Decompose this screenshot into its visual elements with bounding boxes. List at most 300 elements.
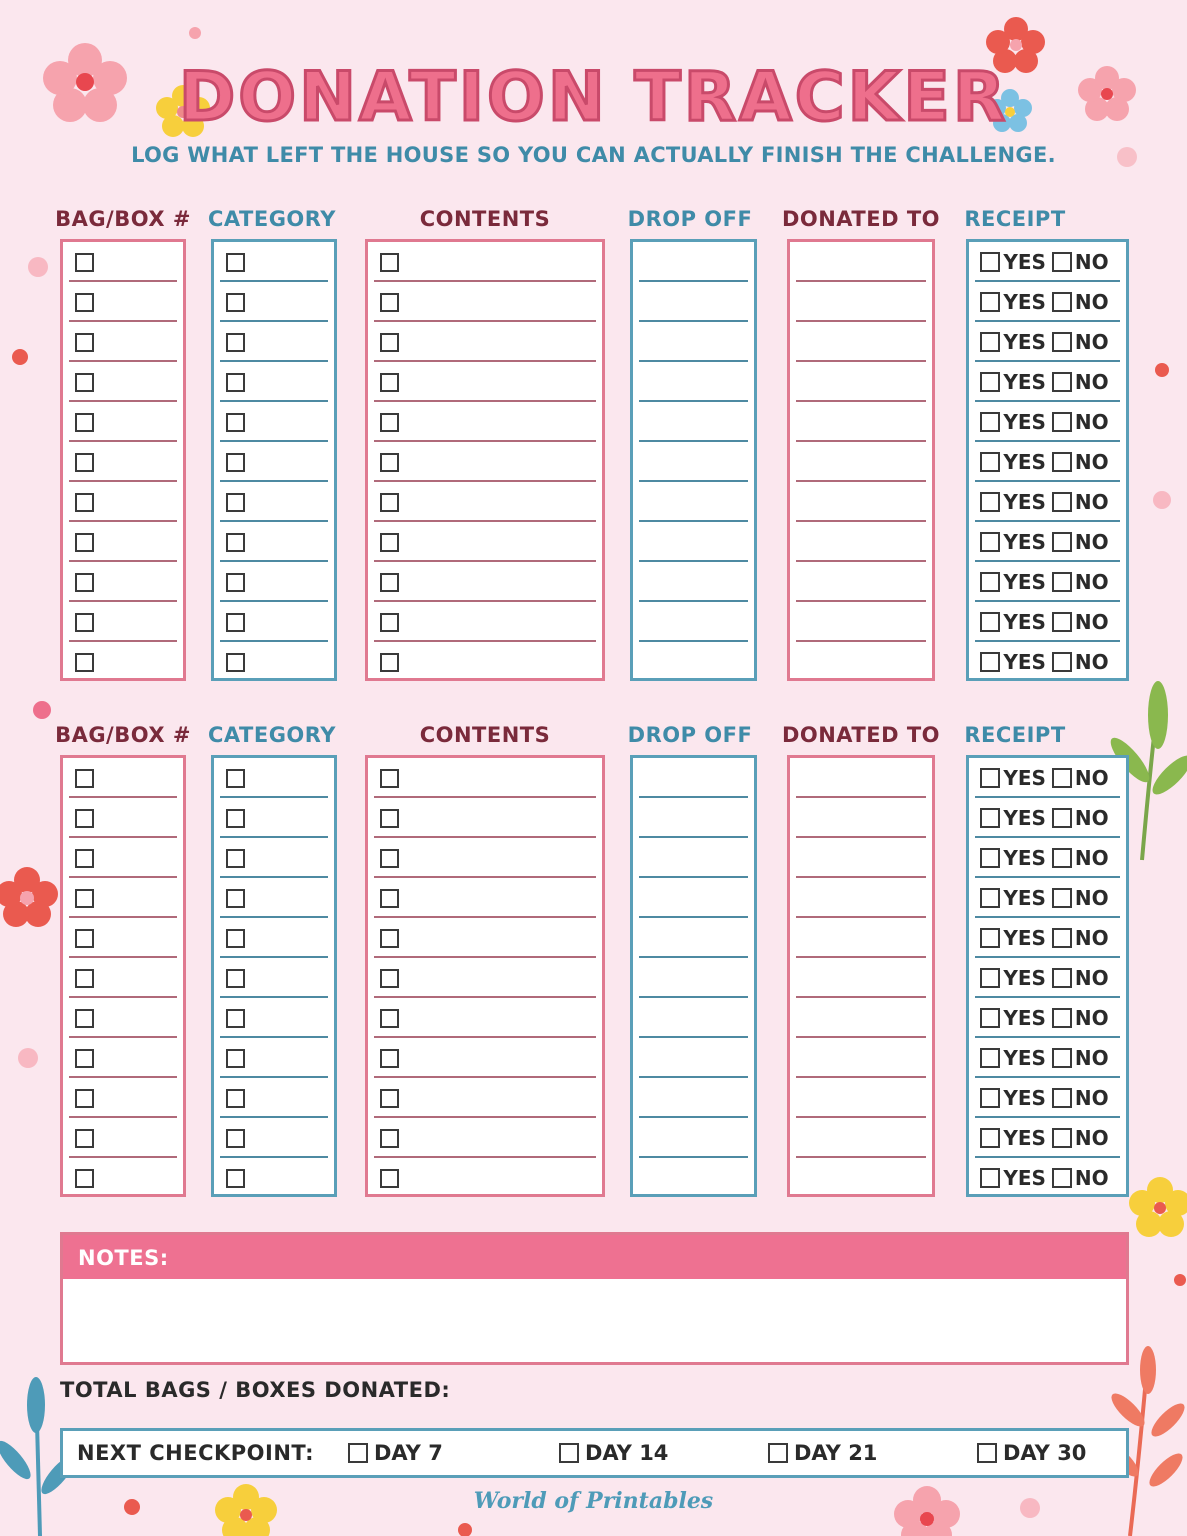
receipt-yes-label: YES bbox=[1003, 650, 1046, 674]
receipt-no-checkbox[interactable] bbox=[1052, 452, 1072, 472]
receipt-no-checkbox[interactable] bbox=[1052, 532, 1072, 552]
receipt-yes-label: YES bbox=[1003, 966, 1046, 990]
table-row[interactable] bbox=[790, 758, 932, 798]
table-row[interactable] bbox=[63, 918, 183, 958]
checkbox[interactable] bbox=[75, 653, 94, 672]
table-row[interactable] bbox=[368, 282, 602, 322]
table-row[interactable] bbox=[790, 402, 932, 442]
table-row[interactable] bbox=[214, 482, 334, 522]
table-row[interactable] bbox=[969, 918, 1126, 958]
table-row[interactable] bbox=[633, 878, 754, 918]
receipt-no-checkbox[interactable] bbox=[1052, 412, 1072, 432]
table-row[interactable] bbox=[368, 522, 602, 562]
table-row[interactable] bbox=[214, 642, 334, 682]
table-row[interactable] bbox=[63, 1078, 183, 1118]
receipt-no-checkbox[interactable] bbox=[1052, 652, 1072, 672]
table-row[interactable] bbox=[790, 282, 932, 322]
checkbox[interactable] bbox=[380, 293, 399, 312]
checkbox[interactable] bbox=[380, 653, 399, 672]
receipt-yes-checkbox[interactable] bbox=[980, 612, 1000, 632]
table-row[interactable] bbox=[368, 1118, 602, 1158]
table-row[interactable] bbox=[368, 1078, 602, 1118]
table-row[interactable] bbox=[790, 442, 932, 482]
receipt-no-checkbox[interactable] bbox=[1052, 1048, 1072, 1068]
table-row[interactable] bbox=[368, 1158, 602, 1198]
receipt-yes-checkbox[interactable] bbox=[980, 1168, 1000, 1188]
receipt-yes-checkbox[interactable] bbox=[980, 572, 1000, 592]
table-row[interactable] bbox=[790, 838, 932, 878]
table-row[interactable] bbox=[633, 758, 754, 798]
receipt-yes-label: YES bbox=[1003, 490, 1046, 514]
checkpoint-day-label: DAY 21 bbox=[794, 1441, 878, 1465]
receipt-yes-checkbox[interactable] bbox=[980, 372, 1000, 392]
column-header-receipt: RECEIPT bbox=[964, 207, 1066, 231]
table-row[interactable] bbox=[214, 838, 334, 878]
receipt-no-checkbox[interactable] bbox=[1052, 572, 1072, 592]
receipt-yes-checkbox[interactable] bbox=[980, 888, 1000, 908]
checkbox[interactable] bbox=[75, 573, 94, 592]
receipt-no-checkbox[interactable] bbox=[1052, 808, 1072, 828]
checkbox[interactable] bbox=[380, 453, 399, 472]
table-row[interactable] bbox=[633, 1038, 754, 1078]
checkbox[interactable] bbox=[380, 849, 399, 868]
checkbox[interactable] bbox=[226, 929, 245, 948]
receipt-no-checkbox[interactable] bbox=[1052, 1008, 1072, 1028]
table-row[interactable] bbox=[63, 878, 183, 918]
checkbox[interactable] bbox=[226, 769, 245, 788]
column-header-contents: CONTENTS bbox=[419, 723, 551, 747]
checkbox[interactable] bbox=[768, 1443, 788, 1463]
table-row[interactable] bbox=[63, 1158, 183, 1198]
checkbox[interactable] bbox=[380, 253, 399, 272]
table-row[interactable] bbox=[214, 958, 334, 998]
table-row[interactable] bbox=[214, 998, 334, 1038]
table-row[interactable] bbox=[368, 758, 602, 798]
table-row[interactable] bbox=[790, 362, 932, 402]
table-row[interactable] bbox=[969, 1158, 1126, 1198]
table-row[interactable] bbox=[633, 242, 754, 282]
checkbox[interactable] bbox=[75, 809, 94, 828]
table-row[interactable] bbox=[63, 562, 183, 602]
receipt-yes-checkbox[interactable] bbox=[980, 1088, 1000, 1108]
receipt-yes-label: YES bbox=[1003, 530, 1046, 554]
table-row[interactable] bbox=[633, 998, 754, 1038]
table-row[interactable] bbox=[969, 878, 1126, 918]
checkbox[interactable] bbox=[75, 453, 94, 472]
table-row[interactable] bbox=[214, 918, 334, 958]
table-row[interactable] bbox=[969, 998, 1126, 1038]
receipt-yes-checkbox[interactable] bbox=[980, 808, 1000, 828]
table-row[interactable] bbox=[63, 322, 183, 362]
receipt-no-checkbox[interactable] bbox=[1052, 332, 1072, 352]
receipt-no-checkbox[interactable] bbox=[1052, 928, 1072, 948]
checkbox[interactable] bbox=[75, 1049, 94, 1068]
table-row[interactable] bbox=[214, 282, 334, 322]
receipt-no-checkbox[interactable] bbox=[1052, 1168, 1072, 1188]
checkbox[interactable] bbox=[226, 1129, 245, 1148]
checkpoint-day-21[interactable] bbox=[768, 1441, 877, 1465]
table-row[interactable] bbox=[790, 1038, 932, 1078]
table-row[interactable] bbox=[633, 1078, 754, 1118]
table-row[interactable] bbox=[214, 758, 334, 798]
table-row[interactable] bbox=[969, 522, 1126, 562]
checkbox[interactable] bbox=[226, 653, 245, 672]
receipt-yes-label: YES bbox=[1003, 410, 1046, 434]
table-row[interactable] bbox=[633, 322, 754, 362]
table-row[interactable] bbox=[969, 442, 1126, 482]
checkbox[interactable] bbox=[380, 809, 399, 828]
receipt-yes-label: YES bbox=[1003, 290, 1046, 314]
table-row[interactable] bbox=[368, 918, 602, 958]
checkbox[interactable] bbox=[75, 769, 94, 788]
table-row[interactable] bbox=[214, 562, 334, 602]
table-row[interactable] bbox=[63, 442, 183, 482]
table-row[interactable] bbox=[633, 918, 754, 958]
checkbox[interactable] bbox=[559, 1443, 579, 1463]
table-row[interactable] bbox=[63, 402, 183, 442]
receipt-no-label: NO bbox=[1074, 250, 1109, 274]
checkbox[interactable] bbox=[75, 1009, 94, 1028]
table-row[interactable] bbox=[633, 642, 754, 682]
checkbox[interactable] bbox=[226, 253, 245, 272]
checkbox[interactable] bbox=[75, 293, 94, 312]
checkbox[interactable] bbox=[226, 1009, 245, 1028]
checkpoint-day-7[interactable] bbox=[348, 1441, 443, 1465]
checkbox[interactable] bbox=[75, 333, 94, 352]
receipt-yes-label: YES bbox=[1003, 846, 1046, 870]
receipt-yes-checkbox[interactable] bbox=[980, 848, 1000, 868]
checkpoint-label: NEXT CHECKPOINT: bbox=[77, 1441, 314, 1465]
receipt-no-label: NO bbox=[1074, 966, 1109, 990]
checkbox[interactable] bbox=[380, 769, 399, 788]
checkbox[interactable] bbox=[226, 413, 245, 432]
table-row[interactable] bbox=[790, 322, 932, 362]
table-row[interactable] bbox=[368, 402, 602, 442]
receipt-yes-label: YES bbox=[1003, 330, 1046, 354]
table-row[interactable] bbox=[368, 322, 602, 362]
table-row[interactable] bbox=[368, 878, 602, 918]
table-row[interactable] bbox=[969, 362, 1126, 402]
table-row[interactable] bbox=[969, 1078, 1126, 1118]
receipt-no-checkbox[interactable] bbox=[1052, 968, 1072, 988]
table-row[interactable] bbox=[790, 998, 932, 1038]
checkbox[interactable] bbox=[75, 1169, 94, 1188]
table-row[interactable] bbox=[790, 562, 932, 602]
table-row[interactable] bbox=[790, 602, 932, 642]
checkbox[interactable] bbox=[380, 1169, 399, 1188]
checkbox[interactable] bbox=[380, 333, 399, 352]
table-row[interactable] bbox=[969, 798, 1126, 838]
table-row[interactable] bbox=[790, 482, 932, 522]
table-row[interactable] bbox=[214, 798, 334, 838]
table-row[interactable] bbox=[214, 1038, 334, 1078]
table-row[interactable] bbox=[368, 1038, 602, 1078]
receipt-no-label: NO bbox=[1074, 570, 1109, 594]
table-row[interactable] bbox=[790, 642, 932, 682]
receipt-no-label: NO bbox=[1074, 1046, 1109, 1070]
receipt-yes-checkbox[interactable] bbox=[980, 532, 1000, 552]
column-header-donated-to: DONATED TO bbox=[781, 207, 941, 231]
checkbox[interactable] bbox=[226, 849, 245, 868]
table-row[interactable] bbox=[63, 522, 183, 562]
checkpoint-day-label: DAY 14 bbox=[585, 1441, 669, 1465]
table-row[interactable] bbox=[368, 798, 602, 838]
receipt-no-label: NO bbox=[1074, 1126, 1109, 1150]
column-header-receipt: RECEIPT bbox=[964, 723, 1066, 747]
checkbox[interactable] bbox=[75, 613, 94, 632]
table-row[interactable] bbox=[969, 758, 1126, 798]
checkbox[interactable] bbox=[75, 929, 94, 948]
checkbox[interactable] bbox=[226, 493, 245, 512]
checkbox[interactable] bbox=[75, 849, 94, 868]
column-header-category: CATEGORY bbox=[207, 723, 337, 747]
table-row[interactable] bbox=[790, 878, 932, 918]
receipt-no-label: NO bbox=[1074, 370, 1109, 394]
checkbox[interactable] bbox=[380, 1049, 399, 1068]
table-row[interactable] bbox=[63, 1118, 183, 1158]
table-row[interactable] bbox=[368, 442, 602, 482]
column-bag-box bbox=[60, 239, 186, 681]
table-row[interactable] bbox=[214, 322, 334, 362]
checkbox[interactable] bbox=[75, 413, 94, 432]
checkbox[interactable] bbox=[380, 1089, 399, 1108]
table-row[interactable] bbox=[969, 322, 1126, 362]
table-row[interactable] bbox=[969, 838, 1126, 878]
table-row[interactable] bbox=[633, 958, 754, 998]
checkbox[interactable] bbox=[380, 929, 399, 948]
table-row[interactable] bbox=[790, 242, 932, 282]
table-row[interactable] bbox=[63, 1038, 183, 1078]
table-row[interactable] bbox=[790, 958, 932, 998]
receipt-no-label: NO bbox=[1074, 410, 1109, 434]
table-row[interactable] bbox=[969, 562, 1126, 602]
table-row[interactable] bbox=[214, 602, 334, 642]
table-row[interactable] bbox=[633, 442, 754, 482]
table-row[interactable] bbox=[633, 522, 754, 562]
checkbox[interactable] bbox=[348, 1443, 368, 1463]
table-row[interactable] bbox=[790, 1118, 932, 1158]
table-row[interactable] bbox=[63, 758, 183, 798]
table-row[interactable] bbox=[368, 362, 602, 402]
checkbox[interactable] bbox=[226, 293, 245, 312]
checkpoint-day-label: DAY 30 bbox=[1003, 1441, 1087, 1465]
checkpoint-day-14[interactable] bbox=[559, 1441, 668, 1465]
table-row[interactable] bbox=[790, 1078, 932, 1118]
table-row[interactable] bbox=[63, 958, 183, 998]
table-row[interactable] bbox=[790, 798, 932, 838]
table-row[interactable] bbox=[633, 362, 754, 402]
receipt-no-checkbox[interactable] bbox=[1052, 492, 1072, 512]
table-row[interactable] bbox=[790, 522, 932, 562]
checkbox[interactable] bbox=[977, 1443, 997, 1463]
receipt-yes-label: YES bbox=[1003, 1046, 1046, 1070]
receipt-yes-checkbox[interactable] bbox=[980, 768, 1000, 788]
table-row[interactable] bbox=[214, 242, 334, 282]
checkbox[interactable] bbox=[226, 1089, 245, 1108]
checkbox[interactable] bbox=[75, 969, 94, 988]
table-row[interactable] bbox=[633, 282, 754, 322]
next-checkpoint-bar bbox=[60, 1428, 1129, 1478]
table-row[interactable] bbox=[214, 442, 334, 482]
table-row[interactable] bbox=[368, 242, 602, 282]
checkbox[interactable] bbox=[380, 889, 399, 908]
receipt-no-label: NO bbox=[1074, 926, 1109, 950]
table-row[interactable] bbox=[969, 642, 1126, 682]
table-row[interactable] bbox=[633, 1118, 754, 1158]
receipt-no-checkbox[interactable] bbox=[1052, 372, 1072, 392]
receipt-yes-checkbox[interactable] bbox=[980, 652, 1000, 672]
checkbox[interactable] bbox=[380, 1129, 399, 1148]
receipt-yes-checkbox[interactable] bbox=[980, 332, 1000, 352]
column-contents bbox=[365, 239, 605, 681]
receipt-no-checkbox[interactable] bbox=[1052, 848, 1072, 868]
table-row[interactable] bbox=[368, 642, 602, 682]
receipt-no-label: NO bbox=[1074, 290, 1109, 314]
table-row[interactable] bbox=[214, 1078, 334, 1118]
checkbox[interactable] bbox=[75, 533, 94, 552]
receipt-no-label: NO bbox=[1074, 1166, 1109, 1190]
table-row[interactable] bbox=[633, 562, 754, 602]
checkbox[interactable] bbox=[75, 1129, 94, 1148]
checkbox[interactable] bbox=[226, 373, 245, 392]
tracker-section-2 bbox=[0, 723, 1187, 1223]
receipt-yes-checkbox[interactable] bbox=[980, 1008, 1000, 1028]
table-row[interactable] bbox=[790, 1158, 932, 1198]
receipt-yes-checkbox[interactable] bbox=[980, 412, 1000, 432]
checkbox[interactable] bbox=[75, 1089, 94, 1108]
table-row[interactable] bbox=[969, 482, 1126, 522]
checkbox[interactable] bbox=[226, 1049, 245, 1068]
checkbox[interactable] bbox=[226, 453, 245, 472]
table-row[interactable] bbox=[969, 1118, 1126, 1158]
table-row[interactable] bbox=[63, 282, 183, 322]
checkbox[interactable] bbox=[75, 253, 94, 272]
table-row[interactable] bbox=[214, 1118, 334, 1158]
receipt-yes-label: YES bbox=[1003, 370, 1046, 394]
table-row[interactable] bbox=[633, 798, 754, 838]
checkbox[interactable] bbox=[226, 1169, 245, 1188]
checkbox[interactable] bbox=[75, 493, 94, 512]
receipt-yes-label: YES bbox=[1003, 806, 1046, 830]
receipt-yes-label: YES bbox=[1003, 610, 1046, 634]
column-category bbox=[211, 755, 337, 1197]
column-bag-box bbox=[60, 755, 186, 1197]
receipt-yes-checkbox[interactable] bbox=[980, 452, 1000, 472]
receipt-yes-checkbox[interactable] bbox=[980, 928, 1000, 948]
checkbox[interactable] bbox=[226, 533, 245, 552]
table-row[interactable] bbox=[63, 998, 183, 1038]
receipt-yes-label: YES bbox=[1003, 1086, 1046, 1110]
table-row[interactable] bbox=[368, 958, 602, 998]
checkbox[interactable] bbox=[226, 333, 245, 352]
receipt-yes-label: YES bbox=[1003, 250, 1046, 274]
table-row[interactable] bbox=[214, 402, 334, 442]
column-header-bag-box: BAG/BOX # bbox=[55, 723, 191, 747]
checkbox[interactable] bbox=[75, 889, 94, 908]
table-row[interactable] bbox=[368, 838, 602, 878]
table-row[interactable] bbox=[214, 522, 334, 562]
table-row[interactable] bbox=[63, 602, 183, 642]
checkbox[interactable] bbox=[380, 969, 399, 988]
table-row[interactable] bbox=[214, 362, 334, 402]
checkbox[interactable] bbox=[380, 493, 399, 512]
receipt-no-label: NO bbox=[1074, 450, 1109, 474]
table-row[interactable] bbox=[63, 242, 183, 282]
receipt-yes-checkbox[interactable] bbox=[980, 252, 1000, 272]
column-header-contents: CONTENTS bbox=[419, 207, 551, 231]
receipt-yes-checkbox[interactable] bbox=[980, 1128, 1000, 1148]
table-row[interactable] bbox=[368, 482, 602, 522]
receipt-no-checkbox[interactable] bbox=[1052, 1128, 1072, 1148]
checkbox[interactable] bbox=[226, 809, 245, 828]
table-row[interactable] bbox=[63, 642, 183, 682]
table-row[interactable] bbox=[214, 878, 334, 918]
table-row[interactable] bbox=[790, 918, 932, 958]
table-row[interactable] bbox=[63, 482, 183, 522]
checkbox[interactable] bbox=[226, 573, 245, 592]
table-row[interactable] bbox=[368, 562, 602, 602]
table-row[interactable] bbox=[969, 602, 1126, 642]
table-row[interactable] bbox=[633, 402, 754, 442]
table-row[interactable] bbox=[969, 242, 1126, 282]
checkbox[interactable] bbox=[226, 613, 245, 632]
table-row[interactable] bbox=[368, 998, 602, 1038]
table-row[interactable] bbox=[633, 602, 754, 642]
checkbox[interactable] bbox=[380, 533, 399, 552]
checkbox[interactable] bbox=[226, 889, 245, 908]
checkbox[interactable] bbox=[226, 969, 245, 988]
notes-label: NOTES: bbox=[63, 1235, 1126, 1279]
table-row[interactable] bbox=[63, 362, 183, 402]
checkbox[interactable] bbox=[75, 373, 94, 392]
table-row[interactable] bbox=[63, 798, 183, 838]
column-header-bag-box: BAG/BOX # bbox=[55, 207, 191, 231]
table-row[interactable] bbox=[633, 482, 754, 522]
notes-box[interactable] bbox=[60, 1232, 1129, 1365]
receipt-no-label: NO bbox=[1074, 330, 1109, 354]
receipt-no-label: NO bbox=[1074, 846, 1109, 870]
table-row[interactable] bbox=[969, 1038, 1126, 1078]
receipt-no-checkbox[interactable] bbox=[1052, 1088, 1072, 1108]
table-row[interactable] bbox=[633, 838, 754, 878]
receipt-yes-checkbox[interactable] bbox=[980, 1048, 1000, 1068]
checkbox[interactable] bbox=[380, 1009, 399, 1028]
receipt-no-checkbox[interactable] bbox=[1052, 612, 1072, 632]
table-row[interactable] bbox=[214, 1158, 334, 1198]
checkpoint-day-30[interactable] bbox=[977, 1441, 1086, 1465]
table-row[interactable] bbox=[368, 602, 602, 642]
column-receipt bbox=[966, 239, 1129, 681]
receipt-no-checkbox[interactable] bbox=[1052, 252, 1072, 272]
table-row[interactable] bbox=[969, 402, 1126, 442]
receipt-no-checkbox[interactable] bbox=[1052, 768, 1072, 788]
receipt-no-checkbox[interactable] bbox=[1052, 292, 1072, 312]
receipt-no-checkbox[interactable] bbox=[1052, 888, 1072, 908]
column-drop-off bbox=[630, 239, 757, 681]
receipt-yes-checkbox[interactable] bbox=[980, 492, 1000, 512]
receipt-yes-label: YES bbox=[1003, 886, 1046, 910]
table-row[interactable] bbox=[633, 1158, 754, 1198]
checkbox[interactable] bbox=[380, 613, 399, 632]
table-row[interactable] bbox=[969, 958, 1126, 998]
checkbox[interactable] bbox=[380, 573, 399, 592]
receipt-yes-checkbox[interactable] bbox=[980, 968, 1000, 988]
table-row[interactable] bbox=[63, 838, 183, 878]
checkbox[interactable] bbox=[380, 373, 399, 392]
table-row[interactable] bbox=[969, 282, 1126, 322]
checkbox[interactable] bbox=[380, 413, 399, 432]
receipt-yes-checkbox[interactable] bbox=[980, 292, 1000, 312]
